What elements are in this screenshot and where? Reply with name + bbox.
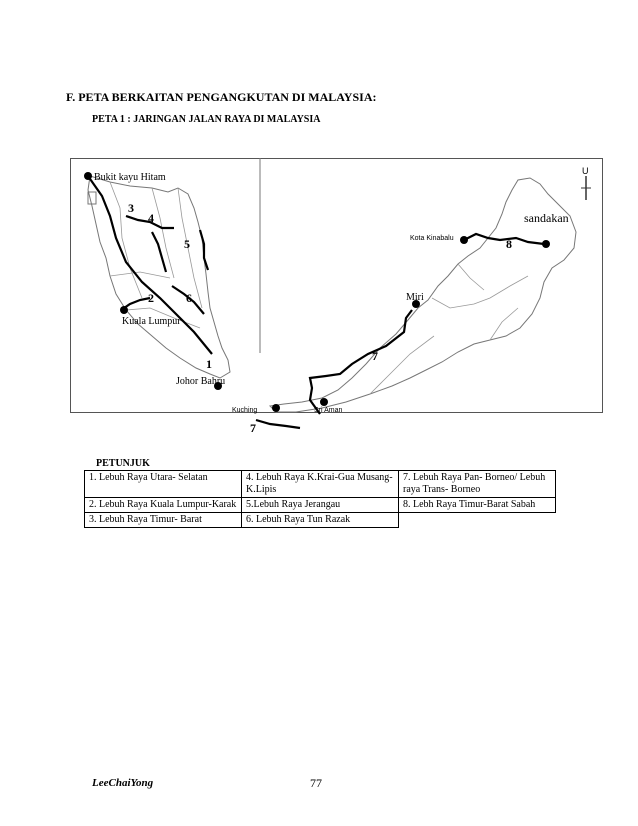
label-kuala-lumpur: Kuala Lumpur bbox=[122, 316, 181, 327]
legend-title: PETUNJUK bbox=[96, 458, 150, 469]
label-kuching: Kuching bbox=[232, 407, 258, 414]
road-1-utara-selatan bbox=[88, 176, 212, 354]
dot-bukit-kayu-hitam bbox=[84, 172, 92, 180]
road-8-timur-barat-sabah bbox=[464, 234, 544, 244]
legend-cell: 5.Lebuh Raya Jerangau bbox=[242, 498, 399, 513]
legend-cell: 2. Lebuh Raya Kuala Lumpur-Karak bbox=[85, 498, 242, 513]
footer-author: LeeChaiYong bbox=[92, 777, 154, 789]
road-2-kl-karak bbox=[124, 298, 150, 308]
legend-cell: 7. Lebuh Raya Pan- Borneo/ Lebuh raya Trans- Borneo bbox=[399, 471, 556, 498]
north-arrow-icon bbox=[581, 166, 591, 200]
legend-row bbox=[85, 513, 556, 528]
peninsular-outline bbox=[88, 176, 230, 378]
road-5-jerangau bbox=[200, 230, 208, 270]
road-number-7: 7 bbox=[372, 349, 378, 363]
road-number-3: 3 bbox=[128, 201, 134, 215]
legend-cell-empty bbox=[399, 513, 556, 528]
road-number-4: 4 bbox=[148, 211, 154, 225]
dot-kuala-lumpur bbox=[120, 306, 128, 314]
legend-cell: 8. Lebh Raya Timur-Barat Sabah bbox=[399, 498, 556, 513]
dot-kuching bbox=[272, 404, 280, 412]
road-7-pan-borneo-lower bbox=[256, 420, 300, 428]
malaysia-road-map bbox=[70, 158, 603, 435]
legend-cell: 3. Lebuh Raya Timur- Barat bbox=[85, 513, 242, 528]
road-number-6: 6 bbox=[186, 291, 192, 305]
map-title: PETA 1 : JARINGAN JALAN RAYA DI MALAYSIA bbox=[92, 114, 321, 125]
road-number-1: 1 bbox=[206, 357, 212, 371]
label-sandakan: sandakan bbox=[524, 211, 569, 225]
legend-table bbox=[84, 470, 556, 528]
road-number-5: 5 bbox=[184, 237, 190, 251]
dot-sandakan bbox=[542, 240, 550, 248]
road-number-7-lower: 7 bbox=[250, 421, 256, 435]
page-number: 77 bbox=[310, 776, 322, 790]
label-johor-bahru: Johor Bahru bbox=[176, 376, 226, 387]
road-number-8: 8 bbox=[506, 237, 512, 251]
label-kota-kinabalu: Kota Kinabalu bbox=[410, 235, 454, 242]
legend-row bbox=[85, 471, 556, 498]
legend-row bbox=[85, 498, 556, 513]
label-miri: Miri bbox=[406, 292, 424, 303]
svg-text:U: U bbox=[582, 166, 589, 176]
legend-cell: 4. Lebuh Raya K.Krai-Gua Musang-K.Lipis bbox=[242, 471, 399, 498]
legend-cell: 1. Lebuh Raya Utara- Selatan bbox=[85, 471, 242, 498]
label-sri-aman: Sri Aman bbox=[314, 407, 343, 414]
legend-cell: 6. Lebuh Raya Tun Razak bbox=[242, 513, 399, 528]
page-heading: F. PETA BERKAITAN PENGANGKUTAN DI MALAYSIA: bbox=[66, 90, 377, 104]
road-number-2: 2 bbox=[148, 291, 154, 305]
state-borders-borneo bbox=[370, 264, 528, 394]
dot-sri-aman bbox=[320, 398, 328, 406]
dot-kota-kinabalu bbox=[460, 236, 468, 244]
label-bukit-kayu-hitam: Bukit kayu Hitam bbox=[94, 172, 166, 183]
